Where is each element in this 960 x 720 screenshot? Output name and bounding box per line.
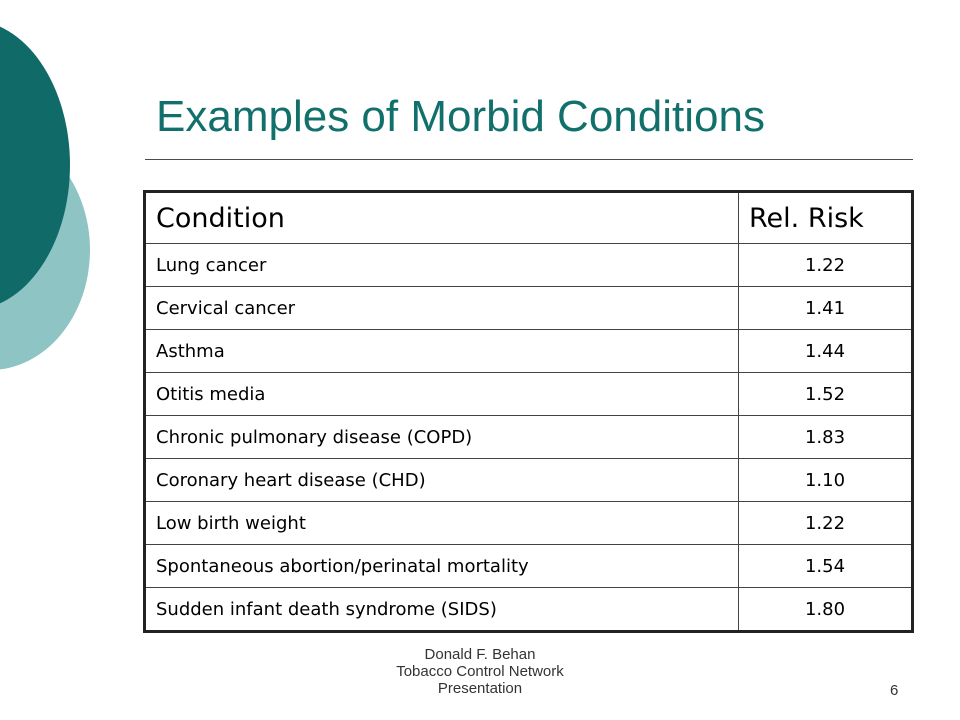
condition-cell: Sudden infant death syndrome (SIDS)	[145, 588, 739, 632]
table-row	[145, 588, 913, 632]
table-row	[145, 459, 913, 502]
table-row	[145, 502, 913, 545]
rel-risk-cell: 1.22	[739, 502, 913, 545]
rel-risk-cell: 1.10	[739, 459, 913, 502]
condition-cell: Spontaneous abortion/perinatal mortality	[145, 545, 739, 588]
condition-cell: Asthma	[145, 330, 739, 373]
title-divider	[145, 159, 913, 160]
rel-risk-cell: 1.44	[739, 330, 913, 373]
table-row	[145, 545, 913, 588]
slide-number: 6	[890, 682, 899, 699]
rel-risk-cell: 1.83	[739, 416, 913, 459]
morbid-conditions-table	[143, 190, 914, 633]
condition-cell: Otitis media	[145, 373, 739, 416]
rel-risk-cell: 1.52	[739, 373, 913, 416]
condition-cell: Coronary heart disease (CHD)	[145, 459, 739, 502]
condition-cell: Low birth weight	[145, 502, 739, 545]
slide-footer	[355, 646, 605, 697]
column-header-rel-risk: Rel. Risk	[739, 192, 913, 244]
condition-cell: Chronic pulmonary disease (COPD)	[145, 416, 739, 459]
table-header-row	[145, 192, 913, 244]
rel-risk-cell: 1.54	[739, 545, 913, 588]
table-row	[145, 330, 913, 373]
rel-risk-cell: 1.22	[739, 244, 913, 287]
column-header-condition: Condition	[145, 192, 739, 244]
table-row	[145, 287, 913, 330]
footer-author: Donald F. Behan	[424, 646, 536, 663]
table-row	[145, 373, 913, 416]
table-row	[145, 244, 913, 287]
rel-risk-cell: 1.80	[739, 588, 913, 632]
rel-risk-cell: 1.41	[739, 287, 913, 330]
footer-label: Presentation	[437, 680, 523, 697]
condition-cell: Cervical cancer	[145, 287, 739, 330]
slide-title: Examples of Morbid Conditions	[156, 92, 765, 141]
table-row	[145, 416, 913, 459]
footer-org: Tobacco Control Network	[396, 663, 564, 680]
condition-cell: Lung cancer	[145, 244, 739, 287]
